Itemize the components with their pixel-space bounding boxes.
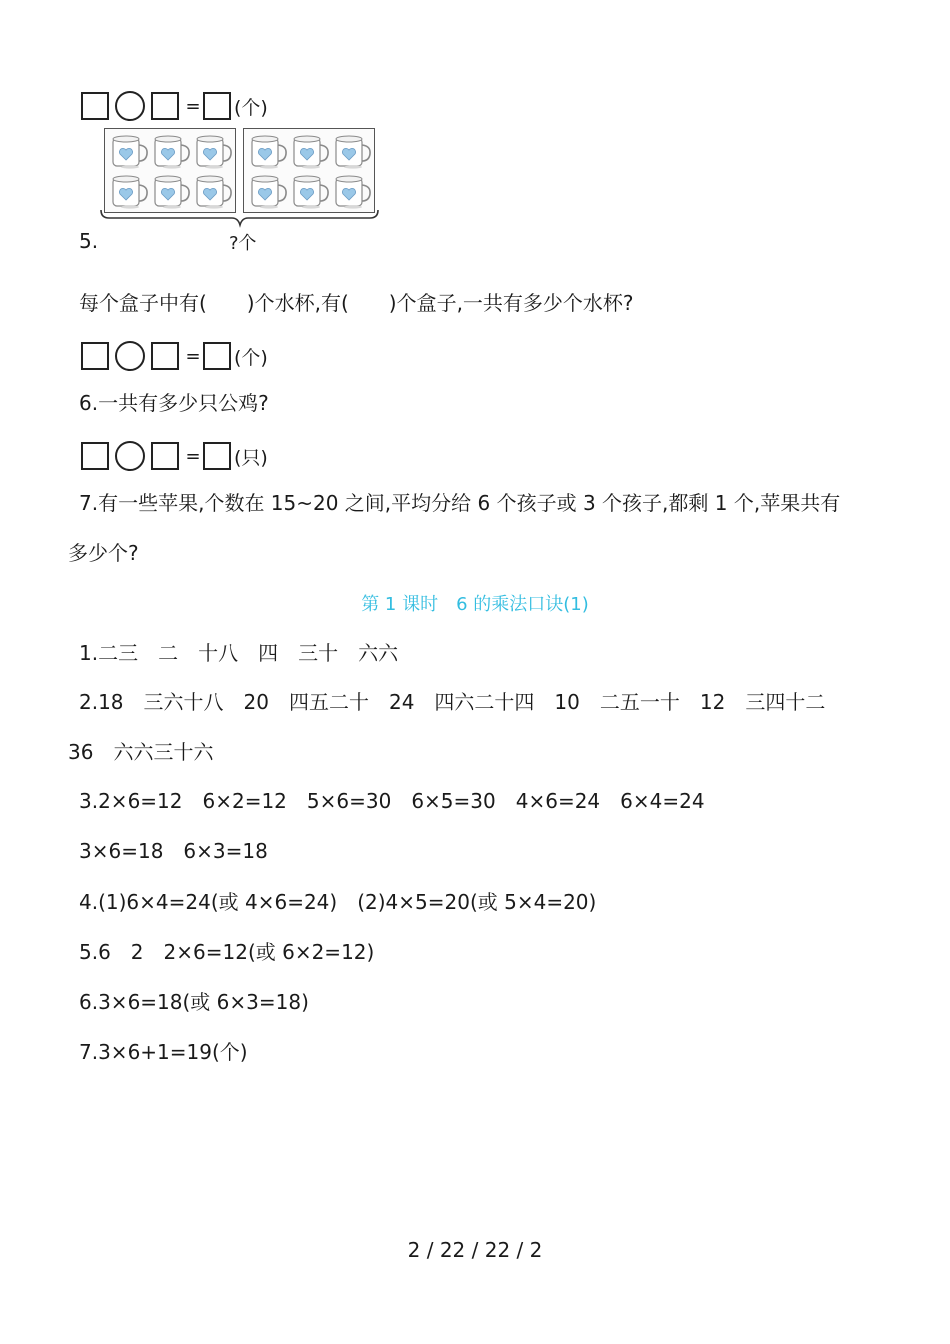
- cup-icon: [155, 136, 189, 169]
- answer-4: 4.(1)6×4=24(或 4×6=24) (2)4×5=20(或 5×4=20): [79, 890, 597, 914]
- unit-label: (个): [234, 346, 268, 369]
- unit-label: (只): [234, 446, 268, 469]
- cup-icon: [252, 176, 286, 209]
- cup-icon: [336, 136, 370, 169]
- cup-icon: [155, 176, 189, 209]
- equation-row-2: [81, 339, 268, 373]
- answer-box[interactable]: [203, 442, 231, 470]
- answer-6: 6.3×6=18(或 6×3=18): [79, 990, 309, 1014]
- q6-text: 6.一共有多少只公鸡?: [79, 391, 269, 415]
- answer-7: 7.3×6+1=19(个): [79, 1040, 248, 1064]
- cup-icon: [294, 176, 328, 209]
- answer-box[interactable]: [151, 342, 179, 370]
- answers-heading: 第 1 课时 6 的乘法口诀(1): [361, 594, 589, 615]
- q7-line-1: 7.有一些苹果,个数在 15~20 之间,平均分给 6 个孩子或 3 个孩子,都剩 1 个,苹果共有: [79, 491, 841, 515]
- q5-number: 5.: [79, 229, 99, 253]
- q7-line-2: 多少个?: [68, 541, 139, 565]
- q5-total-label: ?个: [229, 233, 257, 254]
- answer-box[interactable]: [151, 442, 179, 470]
- cup-icon: [197, 136, 231, 169]
- total-brace: [101, 210, 378, 225]
- cup-icon: [252, 136, 286, 169]
- answer-box[interactable]: [81, 342, 109, 370]
- equals-sign: =: [185, 445, 201, 467]
- operator-circle[interactable]: [115, 441, 145, 471]
- cup-icon: [197, 176, 231, 209]
- cup-icon: [113, 176, 147, 209]
- cup-icon: [294, 136, 328, 169]
- cup-icon: [336, 176, 370, 209]
- answer-2-line-1: 2.18 三六十八 20 四五二十 24 四六二十四 10 二五一十 12 三四十二: [79, 690, 826, 714]
- page-number: 2 / 22 / 22 / 2: [407, 1238, 543, 1262]
- answer-5: 5.6 2 2×6=12(或 6×2=12): [79, 940, 375, 964]
- equals-sign: =: [185, 95, 201, 117]
- cup-icon: [113, 136, 147, 169]
- operator-circle[interactable]: [115, 341, 145, 371]
- answer-1: 1.二三 二 十八 四 三十 六六: [79, 641, 399, 665]
- answer-3-line-1: 3.2×6=12 6×2=12 5×6=30 6×5=30 4×6=24 6×4=24: [79, 789, 705, 813]
- answer-3-line-2: 3×6=18 6×3=18: [79, 839, 268, 863]
- answer-2-line-2: 36 六六三十六: [68, 740, 214, 764]
- q5-text: 每个盒子中有( )个水杯,有( )个盒子,一共有多少个水杯?: [79, 291, 634, 315]
- equation-row-3: [81, 439, 268, 473]
- answer-box[interactable]: [81, 442, 109, 470]
- equals-sign: =: [185, 345, 201, 367]
- unit-label: (个): [234, 96, 268, 119]
- cups-illustration: [0, 0, 400, 260]
- answer-box[interactable]: [203, 342, 231, 370]
